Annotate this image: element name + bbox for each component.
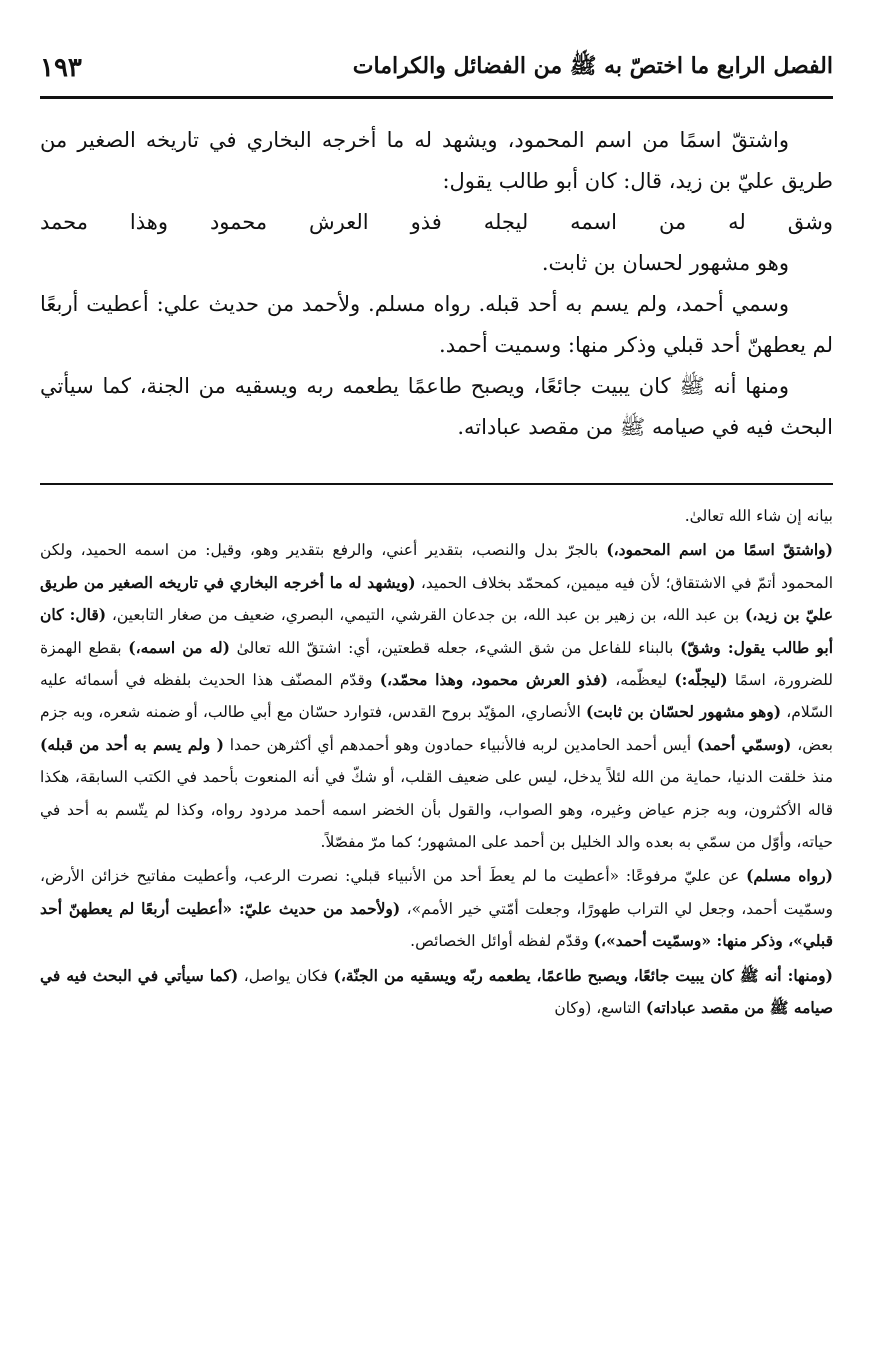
commentary-text-run: بالجرّ بدل والنصب، بتقدير أعني، والرفع بتقدير وهو، وقيل: من اسمه الحميد، ولكن المحمود أتمّ في الاشتقاق؛ لأن فيه ميمين، كمحمّد بخلاف الحميد، bbox=[40, 541, 834, 592]
commentary-text-run: أيس أحمد الحامدين لربه فالأنبياء حمادون وهو أحمدهم أي أكثرهن حمدا bbox=[223, 735, 697, 754]
commentary-paragraph bbox=[40, 860, 833, 957]
commentary-text-run: منذ خلقت الدنيا، حماية من الله لئلاً يدخل، ليس على ضعيف القلب، أو شكّ في أنه المنعوت بأحمد في الكتب السابقة، هكذا قاله الأكثرون، وبه جزم عياض وغيره، وهو الصواب، والقول بأن الخضر اسمه أحمد مردود رواه، وكذا لم يتّسم به أحد في حياته، وأوّل من سمّي به بعده والد الخليل بن أحمد على المشهور؛ كما مرّ مفصّلاً. bbox=[40, 768, 833, 852]
page-number: ١٩٣ bbox=[40, 53, 82, 83]
quoted-text: (وسمّي أحمد) bbox=[697, 734, 792, 754]
chapter-title: الفصل الرابع ما اختصّ به ﷺ من الفضائل والكرامات bbox=[352, 53, 833, 79]
quoted-text: (واشتقّ اسمًا من اسم المحمود،) bbox=[606, 540, 833, 560]
page-header bbox=[40, 40, 833, 99]
quoted-text: (وهو مشهور لحسّان بن ثابت) bbox=[585, 702, 782, 722]
commentary-paragraph bbox=[40, 960, 833, 1025]
commentary-text bbox=[40, 500, 833, 1027]
commentary-text-run: وقدّم المصنّف هذا الحديث بلفظه في أسمائه عليه السّلام، bbox=[40, 671, 833, 722]
quoted-text: (ويشهد له ما أخرجه البخاري في تاريخه الصغير من طريق عليّ بن زيد،) bbox=[40, 572, 833, 625]
commentary-text-run: عن عليّ مرفوعًا: «أعطيت ما لم يعطَ أحد من الأنبياء قبلي: نصرت الرعب، وأعطيت مفاتيح خزائن الأرض، وسمّيت أحمد، وجعل لي التراب طهورًا، وجعلت أمّتي خير الأمم»، bbox=[40, 867, 833, 918]
quoted-text: (ولأحمد من حديث عليّ: «أعطيت أربعًا لم يعطهنّ أحد قبلي»، وذكر منها: «وسمّيت أحمد»،) bbox=[40, 898, 833, 951]
main-text-paragraph: ومنها أنه ﷺ كان يبيت جائعًا، ويصبح طاعمًا يطعمه ربه ويسقيه من الجنة، كما سيأتي البحث فيه في صيامه ﷺ من مقصد عباداته. bbox=[40, 374, 833, 439]
commentary-text-run: بالبناء للفاعل من شق الشيء، جعله قطعتين، أي: اشتقّ الله تعالىٰ bbox=[229, 638, 681, 657]
main-text-paragraph: وهو مشهور لحسان بن ثابت. bbox=[541, 251, 789, 275]
commentary-text-run: ليعظّمه، bbox=[607, 671, 675, 690]
main-text bbox=[40, 120, 833, 448]
main-text-paragraph: واشتقّ اسمًا من اسم المحمود، ويشهد له ما أخرجه البخاري في تاريخه الصغير من طريق عليّ بن زيد، قال: كان أبو طالب يقول: bbox=[40, 128, 833, 193]
poetry-verse: وشق له من اسمه ليجله فذو العرش محمود وهذا محمد bbox=[40, 210, 833, 234]
quoted-text: (رواه مسلم) bbox=[746, 866, 833, 886]
quoted-text: (كما سيأتي في البحث فيه في صيامه ﷺ من مقصد عباداته) bbox=[40, 965, 833, 1018]
commentary-text-run: بن عبد الله، بن زهير بن عبد الله، بن جدعان القرشي، التيمي، البصري، ضعيف من صغار التابعين، bbox=[106, 606, 745, 625]
quoted-text: (فذو العرش محمود، وهذا محمّد،) bbox=[379, 670, 608, 690]
commentary-text-run: وقدّم لفظه أوائل الخصائص. bbox=[410, 932, 594, 951]
commentary-text-run: فكان يواصل، bbox=[238, 966, 334, 985]
commentary-paragraph bbox=[40, 534, 833, 858]
main-text-paragraph: وسمي أحمد، ولم يسم به أحد قبله. رواه مسلم. ولأحمد من حديث علي: أعطيت أربعًا لم يعطهنّ أحد قبلي وذكر منها: وسميت أحمد. bbox=[40, 292, 833, 357]
quoted-text: (ومنها: أنه ﷺ كان يبيت جائعًا، ويصبح طاعمًا، يطعمه ربّه ويسقيه من الجنّة،) bbox=[333, 965, 833, 985]
quoted-text: ( ولم يسم به أحد من قبله) bbox=[40, 734, 224, 754]
section-divider bbox=[40, 483, 833, 485]
commentary-text-run: بقطع الهمزة للضرورة، اسمًا bbox=[40, 638, 833, 690]
quoted-text: (ليجلّه:) bbox=[674, 670, 728, 690]
commentary-paragraph: بيانه إن شاء الله تعالىٰ. bbox=[684, 507, 833, 525]
commentary-text-run: الأنصاري، المؤيّد بروح القدس، فتوارد حسّان مع أبي طالب، أو ضمنه شعره، وبه جزم بعض، bbox=[40, 703, 833, 754]
commentary-text-run: التاسع، (وكان bbox=[554, 999, 646, 1018]
quoted-text: (قال: كان أبو طالب يقول: وشقّ) bbox=[40, 605, 833, 657]
quoted-text: (له من اسمه،) bbox=[128, 637, 230, 657]
